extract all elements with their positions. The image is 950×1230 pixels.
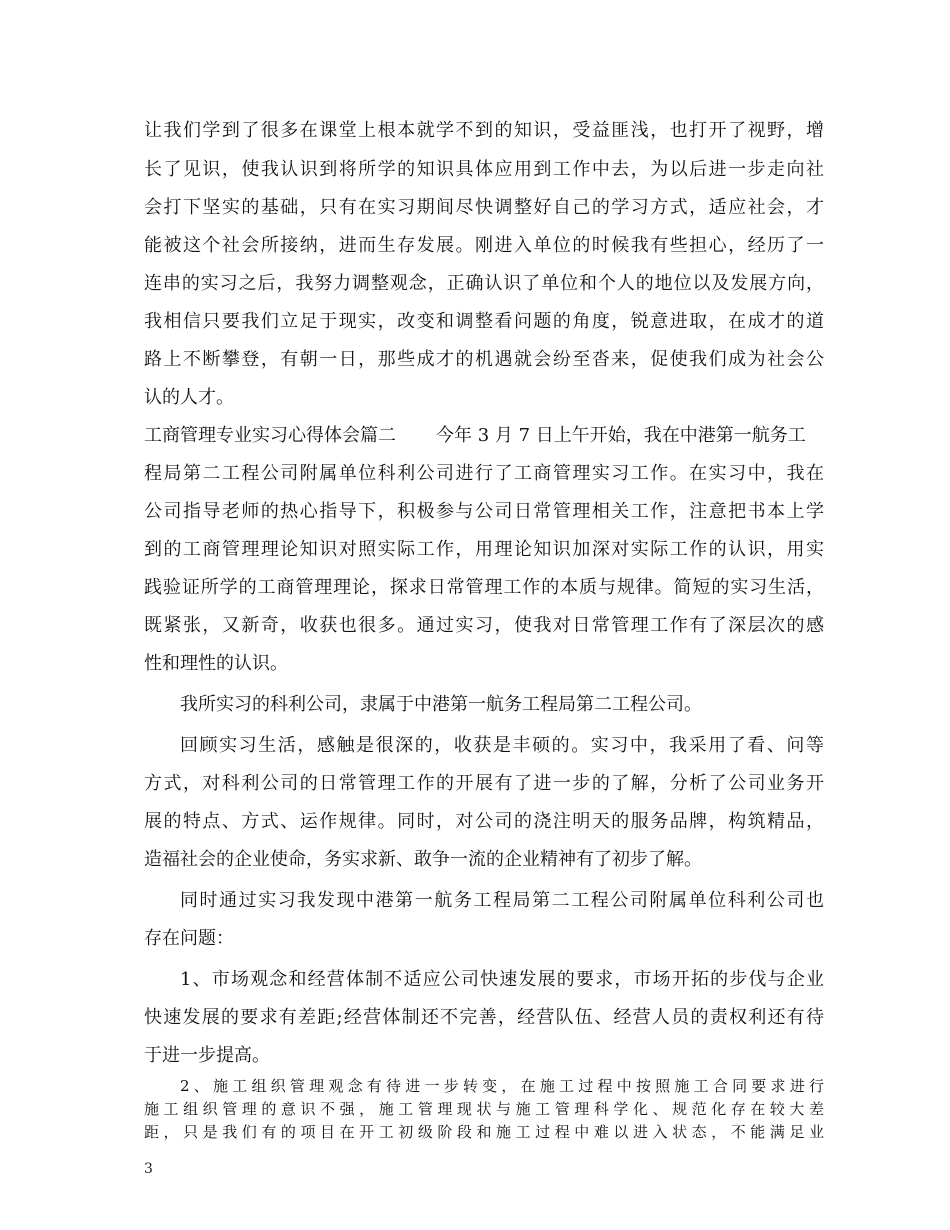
text-line: 距，只是我们有的项目在开工初级阶段和施工过程中难以进入状态，不能满足业 <box>144 1123 824 1141</box>
section-heading: 工商管理专业实习心得体会篇二 <box>144 425 396 446</box>
text-line: 我相信只要我们立足于现实，改变和调整看问题的角度，锐意进取，在成才的道 <box>144 311 824 332</box>
text-line: 于进一步提高。 <box>144 1045 270 1066</box>
text-line: 展的特点、方式、运作规律。同时，对公司的浇注明天的服务品牌，构筑精品， <box>144 811 824 832</box>
text-line: 认的人才。 <box>144 387 234 408</box>
text-line: 既紧张，又新奇，收获也很多。通过实习，使我对日常管理工作有了深层次的感 <box>144 615 824 636</box>
text-line: 践验证所学的工商管理理论，探求日常管理工作的本质与规律。简短的实习生活， <box>144 577 824 598</box>
text-line: 造福社会的企业使命，务实求新、敢争一流的企业精神有了初步了解。 <box>144 849 702 870</box>
text-line: 同时通过实习我发现中港第一航务工程局第二工程公司附属单位科利公司也 <box>180 890 824 911</box>
text-line: 施工组织管理的意识不强，施工管理现状与施工管理科学化、规范化存在较大差 <box>144 1100 824 1118</box>
text-line: 快速发展的要求有差距;经营体制还不完善，经营队伍、经营人员的责权利还有待 <box>144 1007 824 1028</box>
text-line: 能被这个社会所接纳，进而生存发展。刚进入单位的时候我有些担心，经历了一 <box>144 235 824 256</box>
text-line: 1、市场观念和经营体制不适应公司快速发展的要求，市场开拓的步伐与企业 <box>180 969 824 990</box>
text-line: 程局第二工程公司附属单位科利公司进行了工商管理实习工作。在实习中，我在 <box>144 463 824 484</box>
text-line: 我所实习的科利公司，隶属于中港第一航务工程局第二工程公司。 <box>180 694 702 715</box>
text-line: 长了见识，使我认识到将所学的知识具体应用到工作中去，为以后进一步走向社 <box>144 159 824 180</box>
text-line: 性和理性的认识。 <box>144 653 288 674</box>
text-line: 连串的实习之后，我努力调整观念，正确认识了单位和个人的地位以及发展方向， <box>144 273 824 294</box>
text-line: 2、施工组织管理观念有待进一步转变，在施工过程中按照施工合同要求进行 <box>180 1077 824 1095</box>
text-line: 让我们学到了很多在课堂上根本就学不到的知识，受益匪浅，也打开了视野，增 <box>144 120 824 141</box>
section-first-line-text: 今年 3 月 7 日上午开始，我在中港第一航务工 <box>436 425 806 446</box>
text-line: 到的工商管理理论知识对照实际工作，用理论知识加深对实际工作的认识，用实 <box>144 539 824 560</box>
text-line: 会打下坚实的基础，只有在实习期间尽快调整好自己的学习方式，适应社会，才 <box>144 197 824 218</box>
text-line: 方式，对科利公司的日常管理工作的开展有了进一步的了解，分析了公司业务开 <box>144 773 824 794</box>
page-number: 3 <box>144 1161 153 1177</box>
text-line: 公司指导老师的热心指导下，积极参与公司日常管理相关工作，注意把书本上学 <box>144 501 824 522</box>
section-heading-line <box>144 424 824 448</box>
text-line: 存在问题： <box>144 928 234 949</box>
text-line: 回顾实习生活，感触是很深的，收获是丰硕的。实习中，我采用了看、问等 <box>180 735 824 756</box>
text-line: 路上不断攀登，有朝一日，那些成才的机遇就会纷至沓来，促使我们成为社会公 <box>144 349 824 370</box>
